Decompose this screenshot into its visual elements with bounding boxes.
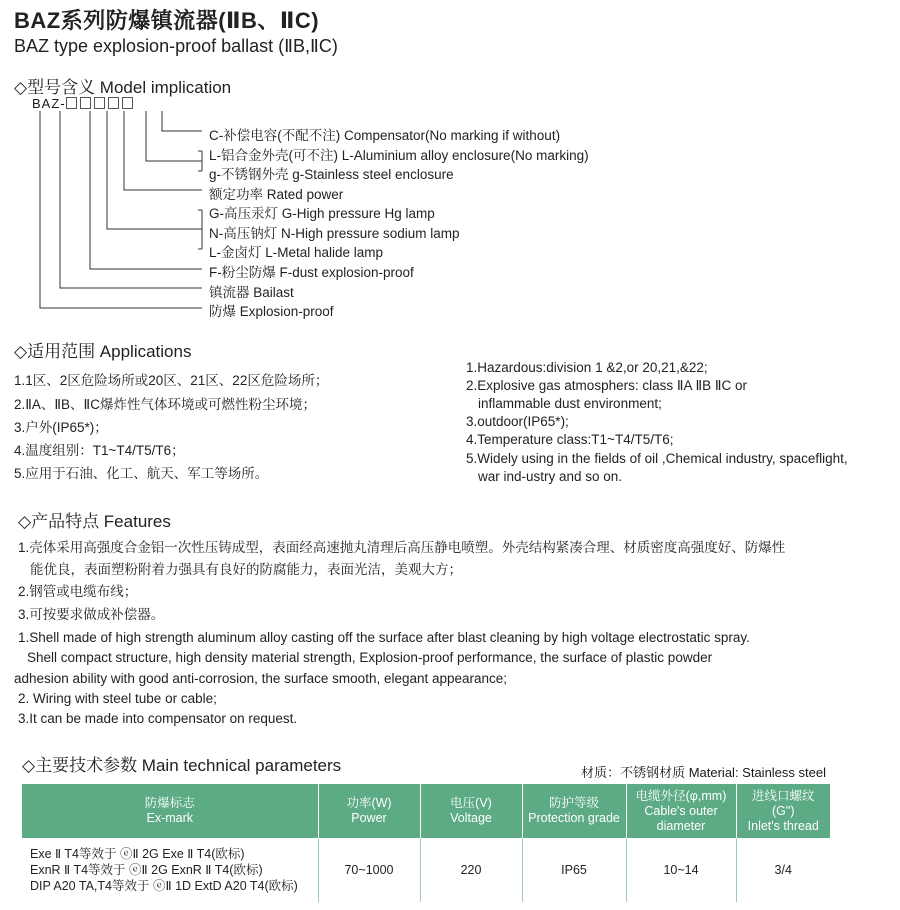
app-en-5b: war ind-ustry and so on.: [478, 469, 623, 484]
page-title-en: BAZ type explosion-proof ballast (ⅡB,ⅡC): [14, 36, 338, 56]
feature-cn-1b: 能优良，表面塑粉附着力强具有良好的防腐能力，表面光洁，美观大方；: [30, 562, 462, 577]
features-heading: ◇产品特点 Features: [18, 512, 171, 531]
cell-exmark: [22, 838, 318, 902]
page-title-cn: BAZ系列防爆镇流器(ⅡB、ⅡC): [14, 8, 320, 33]
feature-cn-1: 1.壳体采用高强度合金铝一次性压铸成型，表面经高速抛丸清理后高压静电喷塑。外壳结构紧凑合理、材质密度高强度好、防爆性: [18, 540, 786, 555]
cell-thread: 3/4: [774, 863, 792, 877]
model-item-stainless: g-不锈钢外壳 g-Stainless steel enclosure: [209, 167, 454, 182]
model-item-ballast: 镇流器 Bailast: [209, 285, 294, 300]
app-en-5: 5.Widely using in the fields of oil ,Chemical industry, spaceflight,: [466, 451, 848, 466]
col-header-cable: 电缆外径(φ,mm) Cable's outer diameter: [626, 784, 736, 838]
col-header-power: 功率(W) Power: [318, 784, 420, 838]
table-row: [22, 838, 830, 902]
col-header-thread: 进线口螺纹 (G") Inlet's thread: [736, 784, 830, 838]
cell-protection: IP65: [522, 838, 626, 902]
exmark-line-2: ExnR Ⅱ T4等效于 ⓔⅡ 2G ExnR Ⅱ T4(欧标): [30, 863, 263, 877]
model-item-rated-power: 额定功率 Rated power: [209, 187, 344, 202]
app-cn-1: 1.1区、2区危险场所或20区、21区、22区危险场所；: [14, 373, 329, 388]
app-cn-4: 4.温度组别：T1~T4/T5/T6；: [14, 443, 185, 458]
params-table: [22, 784, 830, 902]
model-item-compensator: C-补偿电容(不配不注) Compensator(No marking if without): [209, 128, 561, 143]
feature-en-1c: adhesion ability with good anti-corrosion, the surface smooth, elegant appearance;: [14, 671, 508, 686]
app-en-3: 3.outdoor(IP65*);: [466, 414, 569, 429]
model-item-explosion-proof: 防爆 Explosion-proof: [209, 304, 334, 319]
feature-en-1b: Shell compact structure, high density material strength, Explosion-proof performance, the surface of plastic powder: [27, 650, 713, 665]
feature-cn-3: 3.可按要求做成补偿器。: [18, 607, 165, 622]
model-item-metal-halide: L-金卤灯 L-Metal halide lamp: [209, 245, 384, 260]
cell-power: 70~1000: [318, 838, 420, 902]
model-code-prefix: BAZ-: [32, 96, 66, 111]
feature-cn-2: 2.钢管或电缆布线；: [18, 584, 138, 599]
model-item-aluminium: L-铝合金外壳(可不注) L-Aluminium alloy enclosure(No marking): [209, 148, 589, 163]
app-en-2: 2.Explosive gas atmosphers: class ⅡA ⅡB ⅡC or: [466, 378, 748, 393]
col-header-voltage: 电压(V) Voltage: [420, 784, 522, 838]
table-header-row: [22, 784, 830, 838]
applications-heading: ◇适用范围 Applications: [14, 342, 192, 361]
app-en-4: 4.Temperature class:T1~T4/T5/T6;: [466, 432, 674, 447]
exmark-line-3: DIP A20 TA,T4等效于 ⓔⅡ 1D ExtD A20 T4(欧标): [30, 879, 298, 893]
feature-en-3: 3.It can be made into compensator on request.: [18, 711, 298, 726]
feature-en-1: 1.Shell made of high strength aluminum alloy casting off the surface after blast cleaning by high voltage electrostatic spray.: [18, 630, 750, 645]
app-cn-5: 5.应用于石油、化工、航天、军工等场所。: [14, 466, 269, 481]
cell-voltage: 220: [420, 838, 522, 902]
exmark-line-1: Exe Ⅱ T4等效于 ⓔⅡ 2G Exe Ⅱ T4(欧标): [30, 847, 245, 861]
params-table-wrap: [22, 784, 830, 902]
model-item-dust: F-粉尘防爆 F-dust explosion-proof: [209, 265, 414, 280]
app-en-2b: inflammable dust environment;: [478, 396, 662, 411]
model-heading: ◇型号含义 Model implication: [14, 78, 232, 97]
model-item-hg-lamp: G-高压汞灯 G-High pressure Hg lamp: [209, 206, 435, 221]
feature-en-2: 2. Wiring with steel tube or cable;: [18, 691, 217, 706]
app-en-1: 1.Hazardous:division 1 &2,or 20,21,&22;: [466, 360, 708, 375]
app-cn-3: 3.户外(IP65*)；: [14, 420, 108, 435]
params-heading: ◇主要技术参数 Main technical parameters: [22, 756, 342, 775]
col-header-exmark: 防爆标志 Ex-mark: [22, 784, 318, 838]
cell-cable: 10~14: [626, 838, 736, 902]
model-item-sodium-lamp: N-高压钠灯 N-High pressure sodium lamp: [209, 226, 460, 241]
material-note: 材质：不锈钢材质 Material: Stainless steel: [581, 765, 826, 780]
col-header-protection: 防护等级 Protection grade: [522, 784, 626, 838]
app-cn-2: 2.ⅡA、ⅡB、ⅡC爆炸性气体环境或可燃性粉尘环境；: [14, 397, 316, 412]
